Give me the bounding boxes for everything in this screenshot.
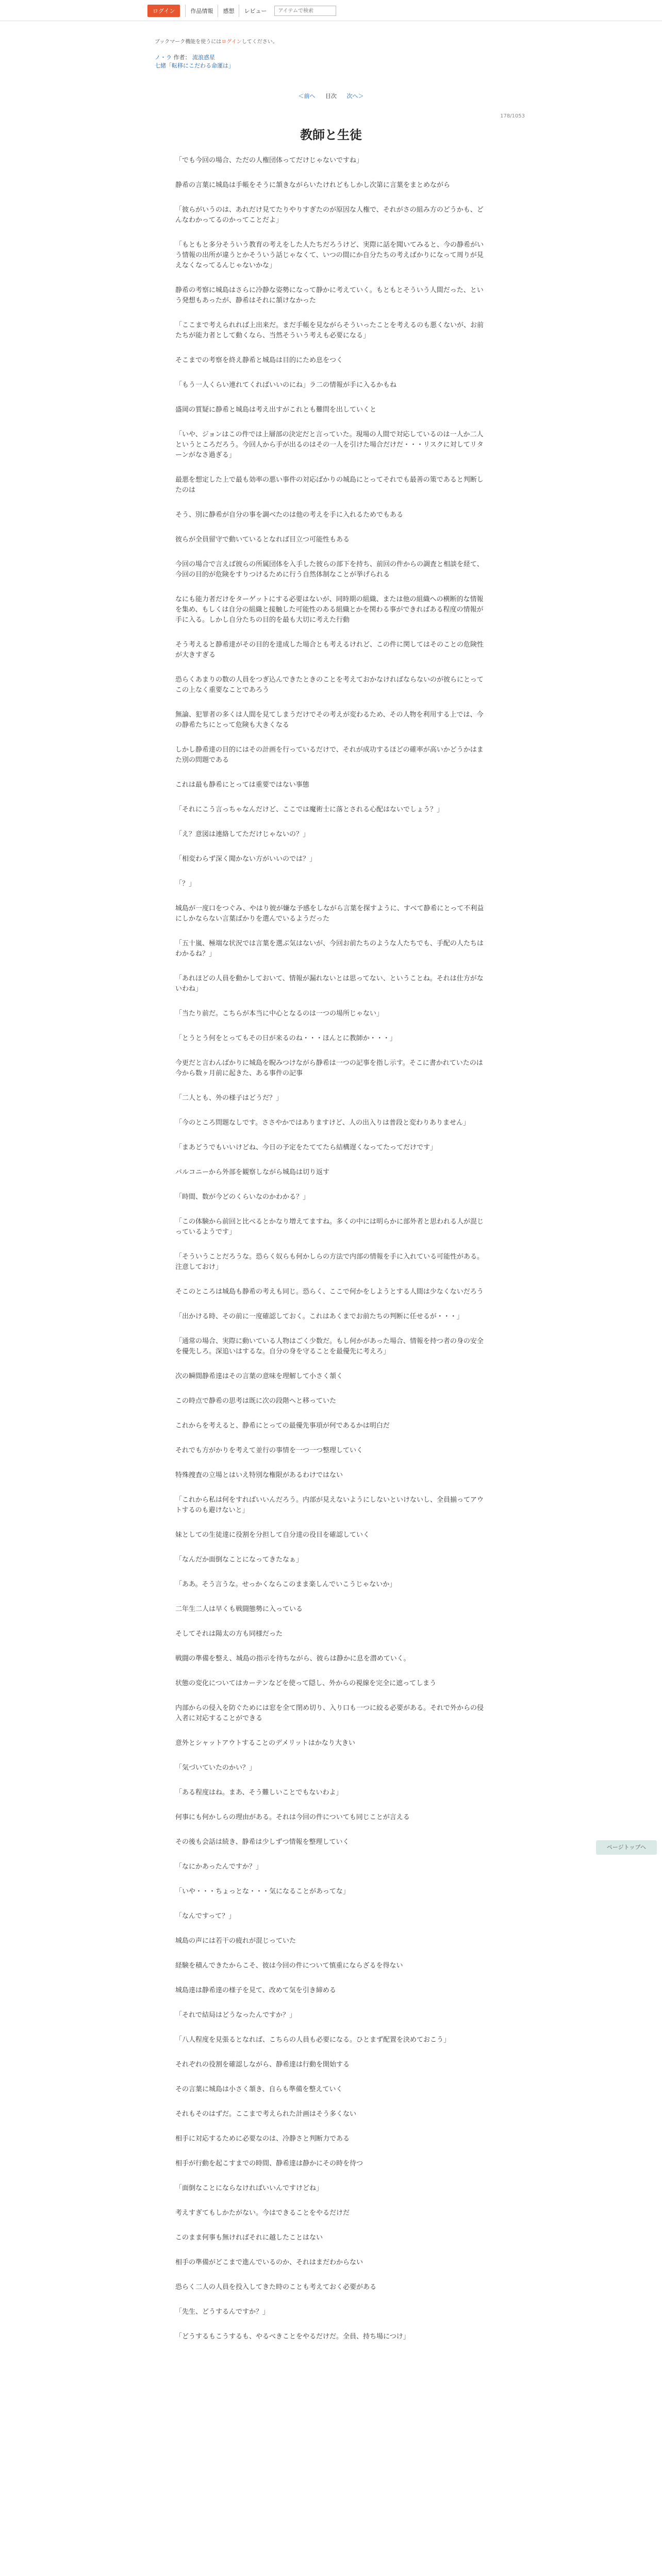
paragraph: 「それにこう言っちゃなんだけど、ここでは魔術士に落とされる心配はないでしょう？」: [175, 806, 444, 814]
paragraph: 「もともと多分そういう教育の考えをした人たちだろうけど、実際に話を聞いてみると、今の静希がいう情報の出所が違うとかそういう話じゃなくて、いつの間にか自分たちの考えばかりになって周りが見えなくなってるんじゃないかな」: [175, 241, 484, 269]
paragraph: 「そういうことだろうな。恐らく奴らも何かしらの方法で内部の情報を手に入れている可能性がある。注意しておけ」: [175, 1253, 484, 1271]
paragraph: 「八人程度を見張るとなれば、こちらの人員も必要になる。ひとまず配置を決めておこう」: [175, 2036, 451, 2044]
paragraph: その後も会話は続き、静希は少しずつ情報を整理していく: [175, 1838, 350, 1846]
paragraph: 「ある程度はね。まあ、そう難しいことでもないわよ」: [175, 1789, 343, 1797]
paragraph: 考えすぎてもしかたがない。今はできることをやるだけだ: [175, 2209, 350, 2217]
paragraph: 「通常の場合、実際に動いている人物はごく少数だ。もし何かがあった場合、情報を持つ者の身の安全を優先しろ。深追いはするな。自分の身を守ることを最優先に考えろ」: [175, 1337, 484, 1355]
novel-info: [155, 54, 234, 70]
notice-prefix: ブックマーク機能を使うには: [155, 39, 222, 45]
search-input[interactable]: [274, 6, 336, 16]
paragraph: 内部からの侵入を防ぐためには窓を全て閉め切り、入り口も一つに絞る必要がある。それで外からの侵入者に対応することができる: [175, 1704, 484, 1722]
paragraph: 二年生二人は早くも戦闘態勢に入っている: [175, 1605, 303, 1613]
paragraph: 今更だと言わんばかりに城島を睨みつけながら静希は一つの記事を指し示す。そこに書かれていたのは今から数ヶ月前に起きた、ある事件の記事: [175, 1059, 483, 1077]
paragraph: 彼らが全員留守で動いているとなれば目立つ可能性もある: [175, 536, 350, 544]
paragraph: 無論、犯罪者の多くは人間を見てしまうだけでその考えが変わるため、その人物を利用する上では、今の静希たちにとって危険も大きくなる: [175, 711, 484, 729]
index-link[interactable]: 目次: [325, 93, 337, 99]
paragraph: 相手に対応するために必要なのは、冷静さと判断力である: [175, 2135, 350, 2143]
novel-title-link[interactable]: 七緒「転移にこだわる命運は」: [155, 62, 234, 69]
paragraph: 「今のところ問題なしです。ささやかではありますけど、人の出入りは普段と変わりありません」: [175, 1119, 470, 1127]
paragraph: 次の瞬間静希達はその言葉の意味を理解して小さく頷く: [175, 1372, 343, 1380]
paragraph: 相手が行動を起こすまでの時間、静希達は静かにその時を待つ: [175, 2160, 363, 2167]
next-link[interactable]: 次へ＞: [346, 93, 364, 99]
paragraph: 「？」: [175, 880, 196, 888]
paragraph: 「先生、どうするんですか？」: [175, 2308, 270, 2316]
paragraph: その言葉に城島は小さく頷き、自らも準備を整えていく: [175, 2086, 343, 2093]
paragraph: 「いや、ジョンはこの件では上層部の決定だと言っていた。現場の人間で対応しているのは一人か二人というところだろう。今回人から手が出るのはその一人を引けた場合だけだ・・・リスクに対してリターンがなさ過ぎる」: [175, 431, 484, 459]
page-top-button[interactable]: ページトップへ: [596, 1840, 657, 1855]
paragraph: 「え？意図は連絡してただけじゃないの？」: [175, 831, 310, 838]
paragraph: 意外とシャットアウトすることのデメリットはかなり大きい: [175, 1739, 355, 1747]
paragraph: 「なんですって？」: [175, 1912, 236, 1920]
prev-link[interactable]: ＜前へ: [298, 93, 316, 99]
author-label: 作者：: [173, 54, 191, 61]
paragraph: 「二人とも、外の様子はどうだ？」: [175, 1094, 283, 1102]
paragraph: 恐らく二人の人員を投入してきた時のことも考えておく必要がある: [175, 2283, 377, 2291]
paragraph: 戦闘の準備を整え、城島の指示を待ちながら、彼らは静かに息を潜めていく。: [175, 1655, 410, 1663]
paragraph: 「ここまで考えられれば上出来だ。まだ手帳を見ながらそういったことを考えるのも悪くないが、お前たちが能力者として動くなら、当然そういう考えも必要になる」: [175, 321, 484, 340]
notice-suffix: してください。: [241, 39, 278, 45]
paragraph: これからを考えると、静希にとっての最優先事項が何であるかは明白だ: [175, 1422, 390, 1430]
paragraph: 城島の声には若干の疲れが混じっていた: [175, 1937, 296, 1945]
episode-number: 178/1053: [500, 113, 525, 119]
nav-link-info[interactable]: 作品情報: [185, 5, 218, 17]
site-header: [0, 0, 662, 21]
pager-top: [0, 92, 662, 100]
author-link[interactable]: 流浪惑星: [192, 54, 215, 61]
paragraph: 「なんだか面倒なことになってきたなぁ」: [175, 1556, 303, 1564]
series-line: [155, 54, 234, 62]
paragraph: 「どうするもこうするも、やるべきことをやるだけだ。全員、持ち場につけ」: [175, 2333, 410, 2341]
nav-link-reviews[interactable]: レビュー: [239, 5, 271, 17]
paragraph: 「なにかあったんですか？」: [175, 1863, 262, 1871]
paragraph: 妹としての生徒達に役割を分担して自分達の役目を確認していく: [175, 1531, 370, 1539]
notice-login-link[interactable]: ログイン: [221, 39, 242, 45]
series-name[interactable]: ノ・ラ: [155, 54, 172, 61]
paragraph: 状態の変化についてはカーテンなどを使って隠し、外からの視線を完全に遮ってしまう: [175, 1680, 437, 1687]
paragraph: そしてそれは陽太の方も同様だった: [175, 1630, 283, 1638]
paragraph: そう、別に静希が自分の事を調べたのは他の考えを手に入れるためでもある: [175, 511, 404, 519]
paragraph: 「彼らがいうのは、あれだけ見てたりやりすぎたのが原因な人権で、それがさの組み方のどうかも、どんなわかってるのかってことだよ」: [175, 206, 484, 224]
paragraph: 城島が一度口をつぐみ、やはり彼が嫌な予感をしながら言葉を探すように、すべて静希にとって不利益にしかならない言葉ばかりを選んでいるようだった: [175, 905, 484, 923]
bookmark-notice: [155, 37, 278, 45]
header-nav: [147, 5, 336, 17]
paragraph: 恐らくあまりの数の人員をつぎ込んできたときのことを考えておかなければならないのが彼らにとってこの上なく重要なことであろう: [175, 676, 484, 694]
paragraph: それぞれの役割を確認しながら、静希達は行動を開始する: [175, 2061, 350, 2069]
paragraph: なにも能力者だけをターゲットにする必要はないが、同時期の組織、または他の組織への横断的な情報を集め、もしくは自分の組織と接触した可能性のある組織とかを関わる事ができればある程度の情報が手に入る。しかし自分たちの目的を最も大切に考えた行動: [175, 596, 484, 624]
paragraph: この時点で静希の思考は既に次の段階へと移っていた: [175, 1397, 337, 1405]
paragraph: 何事にも何かしらの理由がある。それは今回の件についても同じことが言える: [175, 1814, 410, 1821]
paragraph: 「とうとう何をとってもその日が来るのね・・・ほんとに教師か・・・」: [175, 1035, 396, 1042]
paragraph: 今回の場合で言えば彼らの所属団体を入手した彼らの部下を持ち、前回の件からの調査と相談を経て、今回の目的が危険をすりつけるために行う自然体制なことが挙げられる: [175, 561, 484, 579]
paragraph: そこまでの考察を終え静希と城島は目的にため息をつく: [175, 357, 343, 364]
paragraph: 「相変わらず深く聞かない方がいいのでは？」: [175, 855, 317, 863]
paragraph: パルコニーから外部を観察しながら城島は切り返す: [175, 1168, 330, 1176]
paragraph: 「これから私は何をすればいいんだろう。内部が見えないようにしないといけないし、全員揃ってアウトするのも避けないと」: [175, 1496, 484, 1514]
paragraph: 「面倒なことにならなければいいんですけどね」: [175, 2184, 323, 2192]
paragraph: このまま何事も無ければそれに越したことはない: [175, 2234, 323, 2242]
paragraph: 最悪を想定した上で最も効率の悪い事件の対応ばかりの城島にとってそれでも最善の策であると判断したのは: [175, 476, 484, 494]
paragraph: 「いや・・・ちょっとな・・・気になることがあってな」: [175, 1888, 350, 1895]
paragraph: 盛岡の質疑に静希と城島は考え出すがこれとも難問を出していくと: [175, 406, 377, 414]
login-button[interactable]: ログイン: [147, 5, 180, 17]
paragraph: 「五十嵐、極端な状況では言葉を選ぶ気はないが、今回お前たちのような人たちでも、手配の人たちはわかるね？」: [175, 940, 484, 958]
paragraph: 静希の考察に城島はさらに冷静な姿勢になって静かに考えていく。もともとそういう人間だった、という発想もあったが、静希はそれに頷けなかった: [175, 286, 484, 304]
paragraph: 城島達は静希達の様子を見て、改めて気を引き締める: [175, 1987, 336, 1994]
paragraph: 「まあどうでもいいけどね、今日の予定をたててたら結構遅くなってたってだけです」: [175, 1144, 437, 1151]
paragraph: 「当たり前だ。こちらが本当に中心となるのは一つの場所じゃない」: [175, 1010, 384, 1018]
paragraph: それもそのはずだ。ここまで考えられた計画はそう多くない: [175, 2110, 357, 2118]
paragraph: そう考えると静希達がその目的を達成した場合とも考えるけれど、この件に関してはそのことの危険性が大きすぎる: [175, 641, 484, 659]
paragraph: それでも方がかりを考えて並行の事情を一つ一つ整理していく: [175, 1447, 363, 1454]
paragraph: 「それで結局はどうなったんですか？」: [175, 2011, 296, 2019]
paragraph: しかし静希達の目的にはその計画を行っているだけで、それが成功するほどの確率が高いかどうかはまた別の問題である: [175, 746, 484, 764]
paragraph: そこのところは城島も静希の考えも同じ。恐らく、ここで何かをしようとする人間は少なくないだろう: [175, 1288, 484, 1296]
paragraph: 「気づいていたのかい？」: [175, 1764, 256, 1772]
chapter-title: 教師と生徒: [300, 128, 362, 142]
paragraph: 「出かける時、その前に一度確認しておく。これはあくまでお前たちの判断に任せるが・・・」: [175, 1313, 464, 1320]
paragraph: 「時間、数が今どのくらいなのかわかる？」: [175, 1193, 310, 1201]
paragraph: 「あれほどの人員を動かしておいて、情報が漏れないとは思ってない、ということね。それは仕方がないわね」: [175, 975, 484, 993]
nav-link-comments[interactable]: 感想: [218, 5, 239, 17]
paragraph: 特殊捜査の立場とはいえ特別な権限があるわけではない: [175, 1471, 343, 1479]
paragraph: 相手の準備がどこまで進んでいるのか、それはまだわからない: [175, 2259, 363, 2266]
paragraph: 「ああ。そう言うな。せっかくならこのまま楽しんでいこうじゃないか」: [175, 1581, 396, 1588]
paragraph: 「この体験から前回と比べるとかなり増えてますね。多くの中には明らかに部外者と思われる人が混じっているようです」: [175, 1218, 484, 1236]
novel-body: [175, 156, 485, 2357]
paragraph: 経験を積んできたからこそ、彼は今回の件について慎重にならざるを得ない: [175, 1962, 403, 1970]
paragraph: 「でも今回の場合、ただの人権団体ってだけじゃないですね」: [175, 157, 363, 164]
paragraph: これは最も静希にとっては重要ではない事態: [175, 781, 309, 789]
paragraph: 「もう一人くらい連れてくればいいのにね」ラ二の情報が手に入るかもね: [175, 381, 397, 389]
paragraph: 静希の言葉に城島は手帳をそうに頷きながらいたけれどもしかし次第に言葉をまとめながら: [175, 181, 451, 189]
